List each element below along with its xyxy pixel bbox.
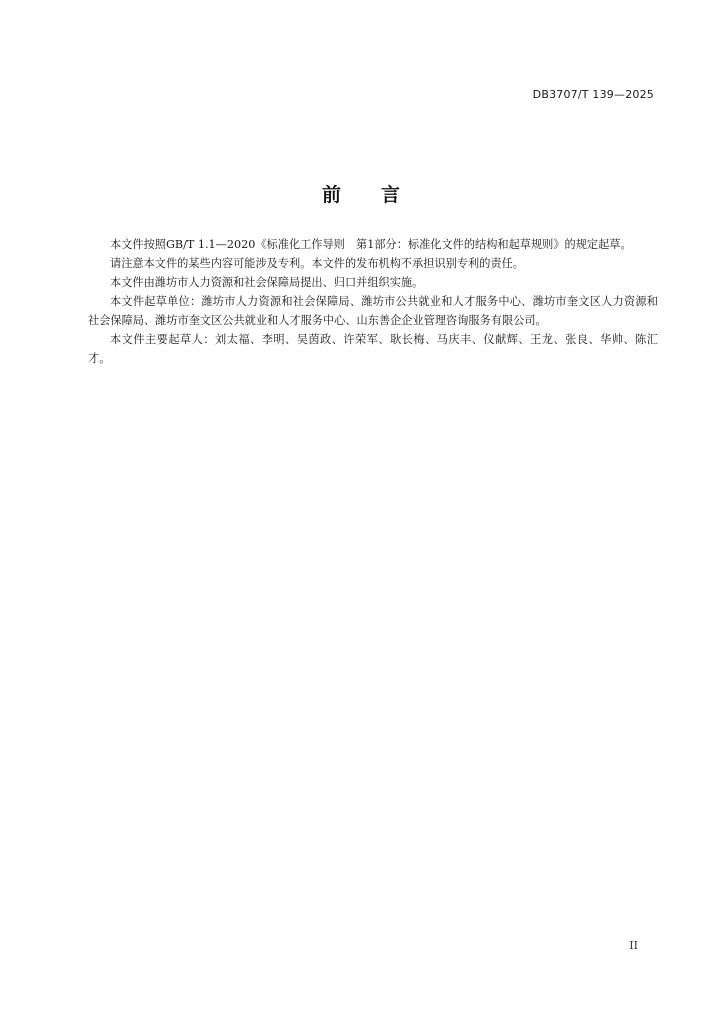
paragraph-proposer: 本文件由潍坊市人力资源和社会保障局提出、归口并组织实施。 (110, 276, 424, 289)
paragraph-drafting-rules: 本文件按照GB/T 1.1—2020《标准化工作导则 第1部分：标准化文件的结构和起草规则》的规定起草。 (110, 238, 632, 251)
section-title (0, 180, 724, 207)
standard-code: DB3707/T 139—2025 (532, 88, 654, 101)
page-number: II (629, 939, 638, 952)
paragraph-drafting-units: 本文件起草单位：潍坊市人力资源和社会保障局、潍坊市公共就业和人才服务中心、潍坊市奎文区人力资源和社会保障局、潍坊市奎文区公共就业和人才服务中心、山东善企企业管理咨询服务有限公司。 (88, 295, 658, 327)
paragraph-main-drafters: 本文件主要起草人：刘太福、李明、吴茵政、许荣军、耿长梅、马庆丰、仪献辉、王龙、张良、华帅、陈汇才。 (88, 333, 658, 365)
foreword-body (88, 235, 658, 368)
title-char-1: 前 (321, 184, 343, 206)
paragraph-patent-notice: 请注意本文件的某些内容可能涉及专利。本文件的发布机构不承担识别专利的责任。 (110, 257, 524, 270)
title-char-2: 言 (381, 184, 403, 206)
